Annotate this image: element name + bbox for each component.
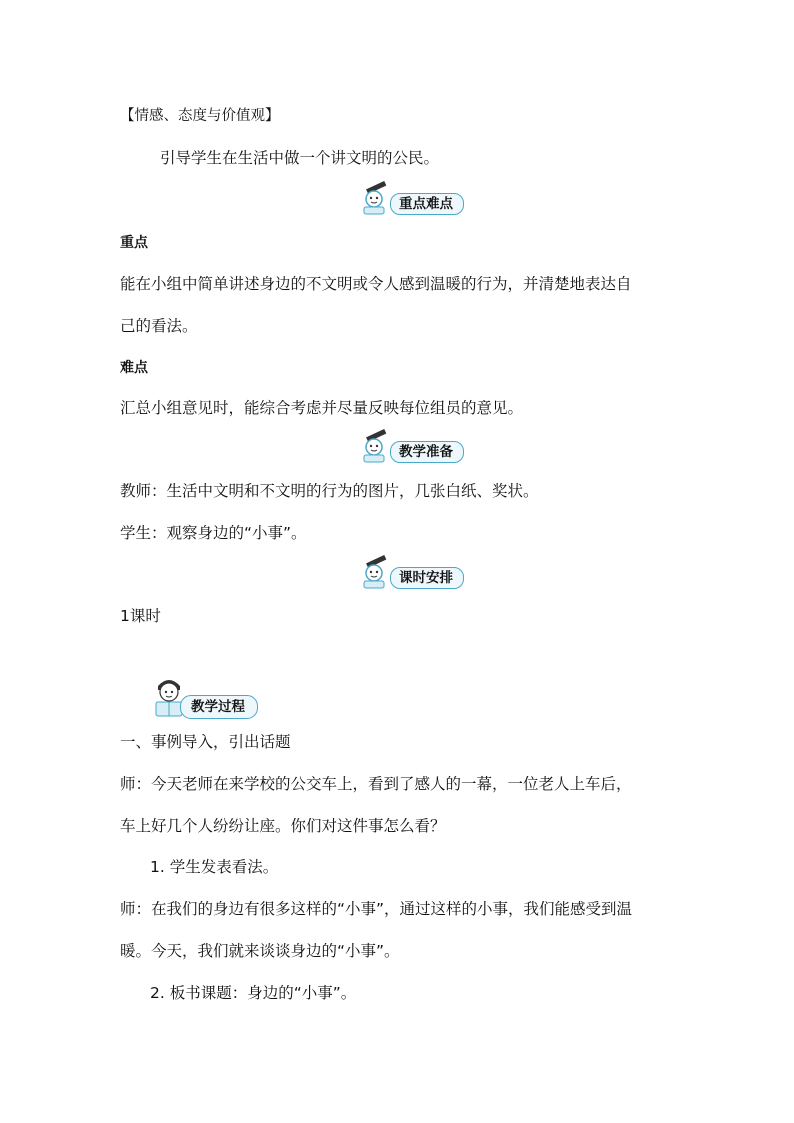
teacher2-line-1: 师：在我们的身边有很多这样的“小事”，通过这样的小事，我们能感受到温 bbox=[120, 900, 633, 918]
badge-label: 课时安排 bbox=[390, 567, 464, 589]
key-text-2: 己的看法。 bbox=[120, 317, 198, 335]
teacher-line-2: 车上好几个人纷纷让座。你们对这件事怎么看？ bbox=[120, 817, 446, 835]
teacher2-line-2: 暖。今天，我们就来谈谈身边的“小事”。 bbox=[120, 942, 400, 960]
student-prep: 学生：观察身边的“小事”。 bbox=[120, 524, 307, 542]
badge-label: 教学准备 bbox=[390, 441, 464, 463]
values-text: 引导学生在生活中做一个讲文明的公民。 bbox=[160, 149, 440, 167]
badge-label: 重点难点 bbox=[390, 193, 464, 215]
difficult-text: 汇总小组意见时，能综合考虑并尽量反映每位组员的意见。 bbox=[120, 399, 524, 417]
values-heading: 【情感、态度与价值观】 bbox=[120, 108, 280, 124]
teacher-prep: 教师：生活中文明和不文明的行为的图片，几张白纸、奖状。 bbox=[120, 482, 539, 500]
key-label: 重点 bbox=[120, 235, 148, 251]
item-2: 2. 板书课题：身边的“小事”。 bbox=[150, 984, 357, 1002]
schedule-text: 1课时 bbox=[120, 607, 161, 625]
difficult-label: 难点 bbox=[120, 360, 148, 376]
key-text-1: 能在小组中简单讲述身边的不文明或令人感到温暖的行为，并清楚地表达自 bbox=[120, 275, 632, 293]
item-1: 1. 学生发表看法。 bbox=[150, 858, 279, 876]
step1-title: 一、事例导入，引出话题 bbox=[120, 733, 291, 751]
badge-label: 教学过程 bbox=[180, 695, 258, 719]
teacher-line-1: 师：今天老师在来学校的公交车上，看到了感人的一幕，一位老人上车后， bbox=[120, 775, 632, 793]
